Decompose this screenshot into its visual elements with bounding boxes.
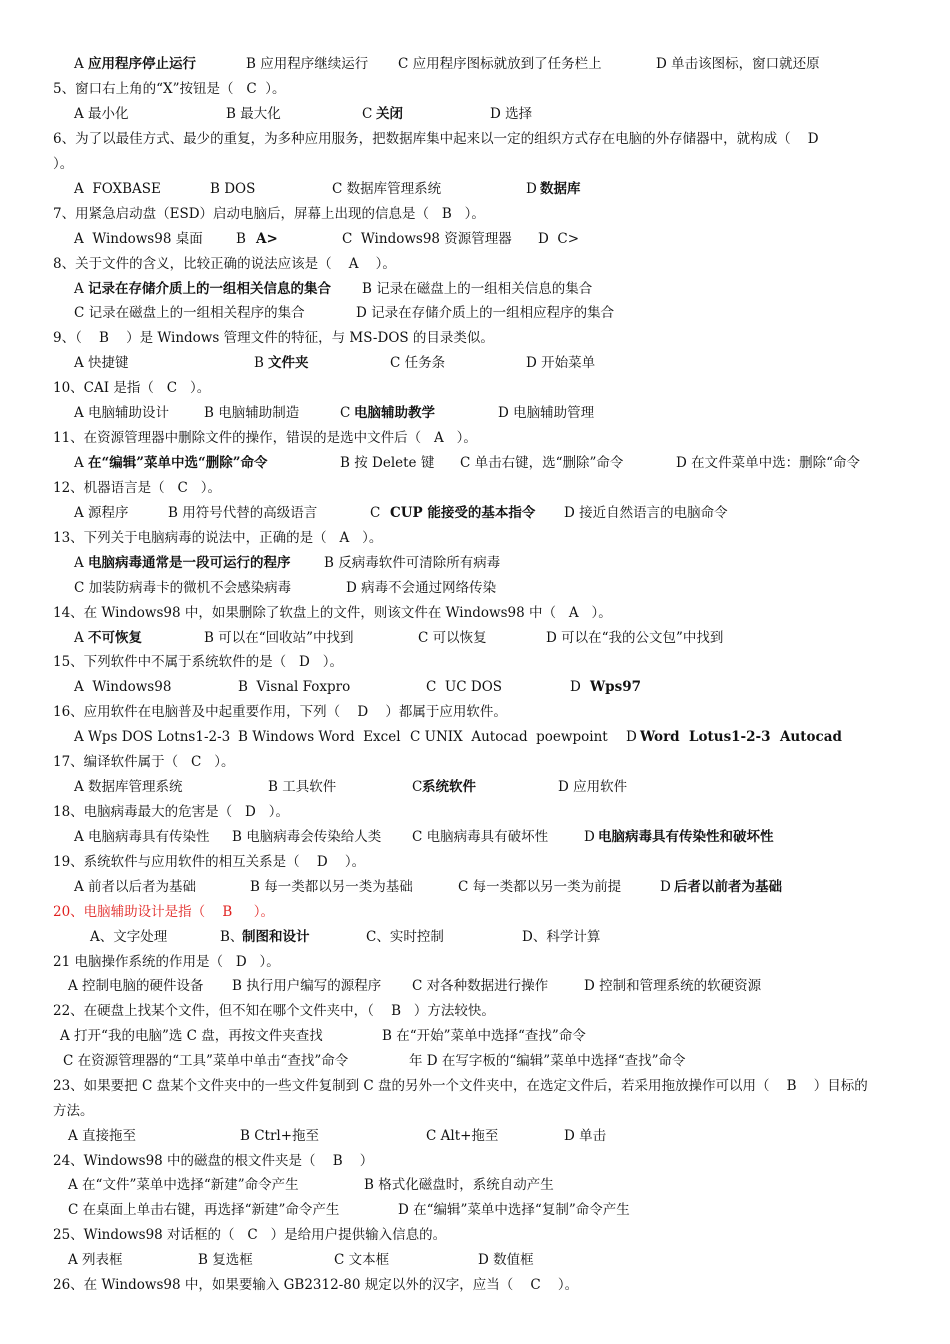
text-line	[63, 1051, 940, 1071]
text-segment: A 控制电脑的硬件设备	[68, 978, 204, 994]
text-segment: 24、Windows98 中的磁盘的根文件夹是（ B ）	[53, 1153, 374, 1169]
text-segment: B Visnal Foxpro	[238, 679, 351, 695]
text-segment: ）。	[53, 156, 74, 172]
text-segment: 7、用紧急启动盘（ESD）启动电脑后，屏幕上出现的信息是（ B ）。	[53, 206, 485, 222]
text-segment: 21 电脑操作系统的作用是（ D ）。	[53, 954, 280, 970]
answer-text: 后者以前者为基础	[674, 879, 782, 895]
answer-text: 不可恢复	[88, 630, 142, 646]
text-line	[53, 428, 940, 448]
answer-text: Wps97	[590, 679, 641, 695]
text-segment: D 应用软件	[558, 779, 628, 795]
text-line	[53, 1225, 940, 1245]
text-line	[68, 1126, 940, 1146]
text-segment: B	[254, 355, 269, 371]
text-segment: B	[236, 231, 251, 247]
text-segment: 26、在 Windows98 中，如果要输入 GB2312-80 规定以外的汉字，应当（ C ）。	[53, 1277, 579, 1293]
text-line	[74, 54, 940, 74]
text-line	[53, 952, 940, 972]
text-segment: 方法。	[53, 1103, 94, 1119]
text-segment: B 按 Delete 键	[340, 455, 435, 471]
text-segment: D 在“编辑”菜单中选择“复制”命令产生	[398, 1202, 630, 1218]
text-segment: 16、应用软件在电脑普及中起重要作用，下列（ D ）都属于应用软件。	[53, 704, 507, 720]
text-segment: C 记录在磁盘上的一组相关程序的集合	[74, 305, 305, 321]
text-line	[68, 1200, 940, 1220]
text-segment: A 直接拖至	[68, 1128, 137, 1144]
text-segment: B 反病毒软件可清除所有病毒	[324, 555, 501, 571]
text-line	[74, 104, 940, 124]
text-segment: C 任务条	[390, 355, 446, 371]
text-line	[53, 1001, 940, 1021]
text-line	[53, 852, 940, 872]
text-segment: C 可以恢复	[418, 630, 487, 646]
answer-text: 应用程序停止运行	[88, 56, 196, 72]
text-line	[53, 1275, 940, 1295]
text-segment: 5、窗口右上角的“X”按钮是（ C ）。	[53, 81, 286, 97]
text-line	[53, 902, 940, 922]
text-segment: B 用符号代替的高级语言	[168, 505, 318, 521]
text-segment: C 应用程序图标就放到了任务栏上	[398, 56, 602, 72]
text-segment: D 单击	[564, 1128, 607, 1144]
text-segment: A Wps DOS Lotns1-2-3	[74, 729, 231, 745]
text-segment: B Windows Word Excel	[238, 729, 401, 745]
text-segment: 11、在资源管理器中删除文件的操作，错误的是选中文件后（ A ）。	[53, 430, 477, 446]
text-segment: D 病毒不会通过网络传染	[346, 580, 497, 596]
text-line	[53, 478, 940, 498]
text-segment: 19、系统软件与应用软件的相互关系是（ D ）。	[53, 854, 366, 870]
text-segment: 6、为了以最佳方式、最少的重复，为多种应用服务，把数据库集中起来以一定的组织方式存在电脑的外存储器中，就构成（ D	[53, 131, 819, 147]
text-line	[53, 378, 940, 398]
text-segment: C 在资源管理器的“工具”菜单中单击“查找”命令	[63, 1053, 349, 1069]
text-line	[53, 652, 940, 672]
text-segment: C Windows98 资源管理器	[342, 231, 512, 247]
text-segment: D	[584, 829, 600, 845]
text-line	[53, 254, 940, 274]
answer-text: 记录在存储介质上的一组相关信息的集合	[88, 281, 331, 297]
text-segment: 20、电脑辅助设计是指（ B ）。	[53, 904, 274, 920]
text-line	[74, 229, 940, 249]
text-segment: A 源程序	[74, 505, 129, 521]
text-segment: C	[340, 405, 355, 421]
text-segment: B 电脑辅助制造	[204, 405, 300, 421]
text-segment: A FOXBASE	[74, 181, 161, 197]
answer-text: 制图和设计	[242, 929, 310, 945]
text-segment: A 打开“我的电脑”选 C 盘，再按文件夹查找	[60, 1028, 323, 1044]
answer-text: 电脑病毒通常是一段可运行的程序	[88, 555, 291, 571]
answer-text: 文件夹	[268, 355, 309, 371]
text-segment: D	[526, 181, 542, 197]
text-line	[53, 204, 940, 224]
text-segment: D 可以在“我的公文包”中找到	[546, 630, 724, 646]
text-segment: B 可以在“回收站”中找到	[204, 630, 354, 646]
text-segment: A	[74, 56, 89, 72]
text-line	[68, 976, 940, 996]
text-line	[90, 927, 940, 947]
text-segment: D 电脑辅助管理	[498, 405, 595, 421]
text-line	[74, 503, 940, 523]
text-segment: C UC DOS	[426, 679, 503, 695]
text-segment: C 加装防病毒卡的微机不会感染病毒	[74, 580, 292, 596]
text-segment: B DOS	[210, 181, 256, 197]
text-segment: 年 D 在写字板的“编辑”菜单中选择“查找”命令	[409, 1053, 686, 1069]
text-line	[74, 553, 940, 573]
text-segment: D 单击该图标，窗口就还原	[656, 56, 820, 72]
text-segment: C 在桌面上单击右键，再选择“新建”命令产生	[68, 1202, 340, 1218]
text-line	[53, 154, 940, 174]
text-segment: 22、在硬盘上找某个文件，但不知在哪个文件夹中，（ B ）方法较快。	[53, 1003, 495, 1019]
text-segment: A	[74, 455, 89, 471]
text-segment: A 数据库管理系统	[74, 779, 183, 795]
answer-text: 系统软件	[422, 779, 476, 795]
text-segment: C 数据库管理系统	[332, 181, 442, 197]
text-segment: C 电脑病毒具有破坏性	[412, 829, 549, 845]
text-segment: D 在文件菜单中选：删除“命令	[676, 455, 861, 471]
text-segment: A 快捷键	[74, 355, 129, 371]
text-line	[74, 727, 940, 747]
text-segment: 12、机器语言是（ C ）。	[53, 480, 222, 496]
text-segment: C	[412, 779, 423, 795]
text-segment: A	[74, 555, 89, 571]
text-line	[53, 528, 940, 548]
text-line	[74, 303, 940, 323]
text-segment: D 选择	[490, 106, 533, 122]
text-line	[74, 578, 940, 598]
text-segment: A Windows98	[74, 679, 172, 695]
text-line	[68, 1250, 940, 1270]
text-line	[74, 453, 940, 473]
text-segment: C	[370, 505, 389, 521]
text-segment: D	[570, 679, 590, 695]
text-segment: A 在“文件”菜单中选择“新建”命令产生	[68, 1177, 299, 1193]
answer-text: A>	[256, 231, 278, 247]
text-segment: 13、下列关于电脑病毒的说法中，正确的是（ A ）。	[53, 530, 383, 546]
text-segment: A 最小化	[74, 106, 129, 122]
text-segment: C 对各种数据进行操作	[412, 978, 549, 994]
answer-text: 在“编辑”菜单中选“删除”命令	[88, 455, 268, 471]
text-segment: 17、编译软件属于（ C ）。	[53, 754, 235, 770]
text-segment: B 复选框	[198, 1252, 253, 1268]
text-line	[74, 179, 940, 199]
text-line	[68, 1175, 940, 1195]
text-segment: B 格式化磁盘时，系统自动产生	[364, 1177, 554, 1193]
text-segment: 14、在 Windows98 中，如果删除了软盘上的文件，则该文件在 Windows98 中（ A ）。	[53, 605, 612, 621]
text-segment: C、实时控制	[366, 929, 444, 945]
text-segment: D 记录在存储介质上的一组相应程序的集合	[356, 305, 615, 321]
text-line	[74, 877, 940, 897]
text-segment: D 接近自然语言的电脑命令	[564, 505, 728, 521]
text-segment: D C>	[538, 231, 580, 247]
text-segment: C Alt+拖至	[426, 1128, 499, 1144]
text-line	[53, 1076, 940, 1096]
text-segment: D 控制和管理系统的软硬资源	[584, 978, 762, 994]
text-line	[74, 777, 940, 797]
text-segment: A、文字处理	[90, 929, 168, 945]
text-line	[53, 1101, 940, 1121]
text-segment: B 在“开始”菜单中选择“查找”命令	[382, 1028, 586, 1044]
text-segment: C UNIX Autocad poewpoint	[410, 729, 608, 745]
text-line	[74, 677, 940, 697]
text-line	[53, 129, 940, 149]
text-line	[53, 1151, 940, 1171]
text-segment: A 电脑病毒具有传染性	[74, 829, 210, 845]
answer-text: 电脑辅助教学	[354, 405, 435, 421]
text-segment: D	[660, 879, 676, 895]
text-line	[53, 603, 940, 623]
text-segment: B 每一类都以另一类为基础	[250, 879, 413, 895]
text-segment: B 电脑病毒会传染给人类	[232, 829, 382, 845]
text-segment: B、	[220, 929, 244, 945]
text-segment: D、科学计算	[522, 929, 601, 945]
text-segment: A	[74, 630, 89, 646]
text-segment: A	[74, 281, 89, 297]
answer-text: CUP 能接受的基本指令	[390, 505, 536, 521]
text-line	[53, 752, 940, 772]
text-segment: A 列表框	[68, 1252, 123, 1268]
text-segment: B 记录在磁盘上的一组相关信息的集合	[362, 281, 593, 297]
text-segment: A Windows98 桌面	[74, 231, 203, 247]
text-line	[53, 328, 940, 348]
text-segment: B 应用程序继续运行	[246, 56, 369, 72]
text-segment: 10、CAI 是指（ C ）。	[53, 380, 211, 396]
text-segment: B 最大化	[226, 106, 281, 122]
text-segment: D 数值框	[478, 1252, 534, 1268]
text-line	[53, 79, 940, 99]
text-segment: C	[362, 106, 377, 122]
text-segment: B 执行用户编写的源程序	[232, 978, 382, 994]
text-segment: B 工具软件	[268, 779, 337, 795]
text-line	[53, 702, 940, 722]
text-line	[74, 628, 940, 648]
text-segment: C 单击右键，选“删除”命令	[460, 455, 624, 471]
text-segment: A 前者以后者为基础	[74, 879, 197, 895]
text-segment: B Ctrl+拖至	[240, 1128, 320, 1144]
text-line	[60, 1026, 940, 1046]
text-segment: D	[626, 729, 642, 745]
text-segment: 8、关于文件的含义，比较正确的说法应该是（ A ）。	[53, 256, 396, 272]
text-segment: 9、（ B ）是 Windows 管理文件的特征，与 MS-DOS 的目录类似。	[53, 330, 494, 346]
text-segment: 15、下列软件中不属于系统软件的是（ D ）。	[53, 654, 343, 670]
text-segment: 25、Windows98 对话框的（ C ）是给用户提供输入信息的。	[53, 1227, 447, 1243]
text-segment: C 每一类都以另一类为前提	[458, 879, 622, 895]
answer-text: 电脑病毒具有传染性和破坏性	[598, 829, 774, 845]
text-segment: A 电脑辅助设计	[74, 405, 170, 421]
text-line	[74, 403, 940, 423]
text-line	[74, 827, 940, 847]
text-segment: 23、如果要把 C 盘某个文件夹中的一些文件复制到 C 盘的另外一个文件夹中，在选定文件后，若采用拖放操作可以用（ B ）目标的	[53, 1078, 868, 1094]
answer-text: 关闭	[376, 106, 403, 122]
text-segment: 18、电脑病毒最大的危害是（ D ）。	[53, 804, 289, 820]
answer-text: Word Lotus1-2-3 Autocad	[640, 729, 842, 745]
text-line	[74, 353, 940, 373]
text-line	[74, 279, 940, 299]
text-segment: C 文本框	[334, 1252, 390, 1268]
answer-text: 数据库	[540, 181, 581, 197]
text-segment: D 开始菜单	[526, 355, 596, 371]
text-line	[53, 802, 940, 822]
